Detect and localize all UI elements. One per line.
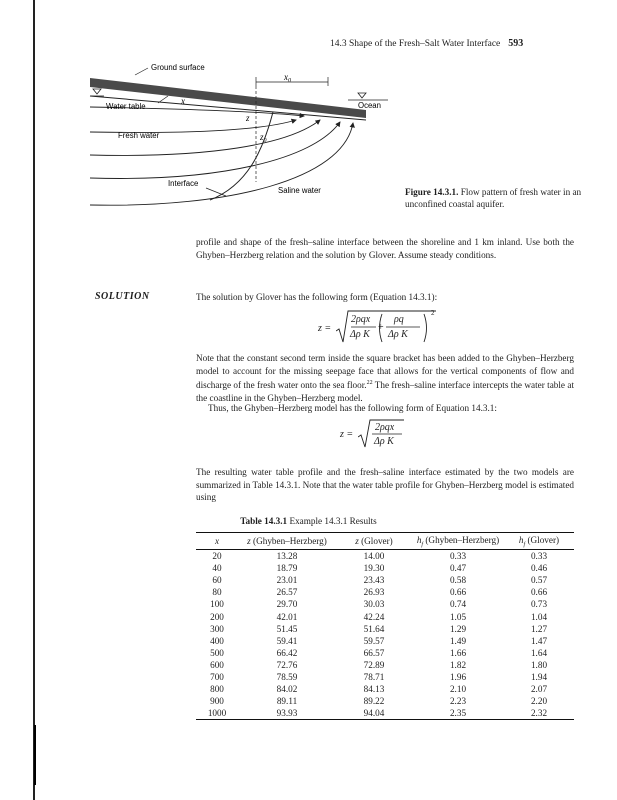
x0-label: $x_0$ — [284, 72, 291, 84]
table-cell: 2.07 — [530, 684, 548, 695]
page-edge-mark — [34, 725, 36, 785]
table-cell: 29.70 — [276, 599, 298, 610]
fresh-water-label: Fresh water — [118, 131, 160, 140]
table-header-row — [196, 533, 574, 550]
saline-water-label: Saline water — [278, 186, 321, 195]
table-cell: 1000 — [207, 708, 227, 719]
eq2-num: 2ρqx — [375, 422, 395, 433]
z-label: z — [246, 113, 250, 123]
table-cell: 1.66 — [449, 647, 467, 658]
figure-caption-label: Figure 14.3.1. — [405, 187, 459, 197]
table-cell: 51.64 — [363, 623, 385, 634]
table-row — [196, 574, 574, 586]
table-cell: 1.47 — [530, 635, 548, 646]
col-header-z-glover: z (Glover) — [355, 536, 393, 546]
table-cell: 14.00 — [363, 551, 385, 562]
table-row — [196, 683, 574, 695]
table-cell: 0.33 — [449, 551, 467, 562]
solution-paragraph-1: Note that the constant second term inside the square bracket has been added to the Ghyben–Herzberg model to account for the missing seepage face that allows for the vertical components of flow and discharge of the fresh water onto the sea floor.$^{22}$ The fresh–saline interface intercepts the water table at the coastline in the Ghyben–Herzberg model. — [196, 353, 574, 403]
table-cell: 1.04 — [530, 611, 548, 622]
table-cell: 93.93 — [276, 708, 298, 719]
ground-surface-slab — [90, 78, 366, 118]
table-cell: 72.76 — [276, 659, 298, 670]
table-cell: 0.33 — [530, 551, 548, 562]
eq1-lhs: z = — [318, 323, 332, 334]
table-cell: 80 — [212, 587, 222, 598]
table-cell: 200 — [210, 611, 224, 622]
table-row — [196, 623, 574, 635]
table-cell: 40 — [212, 563, 222, 574]
page-edge-line — [33, 0, 35, 800]
table-cell: 89.22 — [363, 696, 385, 707]
flow-pattern-figure — [88, 60, 388, 220]
eq1-term2-num: ρq — [394, 314, 404, 325]
table-cell: 0.58 — [449, 575, 467, 586]
table-cell: 2.23 — [449, 696, 467, 707]
table-cell: 94.04 — [363, 708, 385, 719]
table-title — [0, 516, 617, 526]
table-row — [196, 586, 574, 598]
table-cell: 0.74 — [449, 599, 467, 610]
table-cell: 23.01 — [276, 575, 298, 586]
solution-paragraph-3: The resulting water table profile and the fresh–saline interface estimated by the two models are summarized in Table 14.3.1. Note that the water table profile for Ghyben–Herzberg model is estimated using — [196, 467, 574, 502]
eq1-exponent: 2 — [431, 309, 435, 317]
table-cell: 2.20 — [530, 696, 548, 707]
table-row — [196, 695, 574, 707]
eq1-plus: + — [378, 322, 384, 333]
table-cell: 23.43 — [363, 575, 385, 586]
eq2-den: Δρ K — [374, 436, 394, 447]
eq2-lhs: z = — [340, 429, 354, 440]
table-cell: 500 — [210, 647, 224, 658]
solution-heading: SOLUTION — [95, 291, 150, 302]
table-cell: 0.47 — [449, 563, 467, 574]
z0-label: $z_0$ — [260, 132, 267, 144]
col-header-hf-glover: $h_f$ (Glover) — [518, 534, 560, 548]
table-cell: 1.05 — [449, 611, 467, 622]
table-cell: 89.11 — [276, 696, 298, 707]
table-cell: 59.57 — [363, 635, 385, 646]
table-cell: 30.03 — [363, 599, 385, 610]
interface-curve — [210, 112, 273, 200]
results-table — [196, 532, 574, 720]
table-cell: 19.30 — [363, 563, 385, 574]
table-cell: 700 — [210, 671, 224, 682]
table-cell: 900 — [210, 696, 224, 707]
table-cell: 300 — [210, 623, 224, 634]
x-label: x — [181, 96, 185, 106]
page-number: 593 — [508, 38, 524, 49]
table-cell: 20 — [212, 551, 222, 562]
table-cell: 1.94 — [530, 671, 548, 682]
table-row — [196, 610, 574, 622]
table-cell: 84.13 — [363, 684, 385, 695]
table-cell: 1.27 — [530, 623, 548, 634]
table-row — [196, 671, 574, 683]
table-cell: 0.46 — [530, 563, 548, 574]
table-cell: 59.41 — [276, 635, 298, 646]
table-cell: 0.57 — [530, 575, 548, 586]
table-cell: 13.28 — [276, 551, 298, 562]
table-cell: 60 — [212, 575, 222, 586]
table-cell: 66.42 — [276, 647, 298, 658]
table-cell: 51.45 — [276, 623, 298, 634]
ocean-label: Ocean — [358, 101, 381, 110]
glover-equation — [318, 309, 468, 349]
figure-caption-text: Flow pattern of fresh water in an unconfined coastal aquifer. — [405, 187, 582, 209]
table-title-text: Example 14.3.1 Results — [289, 516, 377, 526]
table-row — [196, 659, 574, 671]
eq1-term1-den: Δρ K — [350, 329, 370, 340]
table-cell: 0.73 — [530, 599, 548, 610]
solution-paragraph-2: Thus, the Ghyben–Herzberg model has the following form of Equation 14.3.1: — [208, 403, 497, 413]
table-cell: 42.01 — [276, 611, 298, 622]
table-row — [196, 707, 574, 720]
table-cell: 2.10 — [449, 684, 467, 695]
table-cell: 2.35 — [449, 708, 467, 719]
table-cell: 72.89 — [363, 659, 385, 670]
table-cell: 1.29 — [449, 623, 467, 634]
problem-text: profile and shape of the fresh–saline interface between the shoreline and 1 km inland. Use both the Ghyben–Herzberg relation and the solution by Glover. Assume steady conditions. — [196, 237, 574, 260]
table-title-label: Table 14.3.1 — [240, 516, 288, 526]
col-header-z-gh: z (Ghyben–Herzberg) — [247, 536, 327, 546]
table-cell: 1.80 — [530, 659, 548, 670]
eq1-term2-den: Δρ K — [388, 329, 408, 340]
eq1-term1-num: 2ρqx — [351, 314, 371, 325]
ground-surface-label: Ground surface — [151, 63, 205, 72]
ground-surface-leader — [135, 68, 148, 75]
figure-caption — [405, 186, 585, 210]
table-cell: 1.49 — [449, 635, 467, 646]
table-cell: 18.79 — [276, 563, 298, 574]
table-cell: 1.64 — [530, 647, 548, 658]
table-cell: 600 — [210, 659, 224, 670]
table-row — [196, 635, 574, 647]
table-cell: 66.57 — [363, 647, 385, 658]
col-header-x: x — [214, 536, 220, 546]
table-cell: 1.82 — [449, 659, 467, 670]
table-row — [196, 598, 574, 610]
water-table-marker-icon — [93, 89, 101, 94]
col-header-hf-gh: $h_f$ (Ghyben–Herzberg) — [416, 534, 500, 548]
table-cell: 26.93 — [363, 587, 385, 598]
ocean-level-marker-icon — [358, 93, 366, 98]
water-table-label: Water table — [106, 102, 146, 111]
table-cell: 78.59 — [276, 671, 298, 682]
table-cell: 26.57 — [276, 587, 298, 598]
table-cell: 1.96 — [449, 671, 467, 682]
table-cell: 0.66 — [530, 587, 548, 598]
table-row — [196, 550, 574, 563]
table-row — [196, 562, 574, 574]
table-cell: 78.71 — [363, 671, 385, 682]
table-cell: 42.24 — [363, 611, 385, 622]
ghyben-herzberg-equation — [340, 418, 420, 452]
solution-intro: The solution by Glover has the following form (Equation 14.3.1): — [196, 292, 438, 302]
interface-leader — [206, 188, 226, 196]
table-cell: 2.32 — [530, 708, 548, 719]
header-section: 14.3 Shape of the Fresh–Salt Water Interface — [330, 39, 501, 49]
table-cell: 800 — [210, 684, 224, 695]
table-row — [196, 647, 574, 659]
interface-label: Interface — [168, 179, 199, 188]
table-cell: 84.02 — [276, 684, 298, 695]
table-cell: 400 — [210, 635, 224, 646]
table-cell: 100 — [210, 599, 224, 610]
table-cell: 0.66 — [449, 587, 467, 598]
running-header — [330, 38, 523, 49]
